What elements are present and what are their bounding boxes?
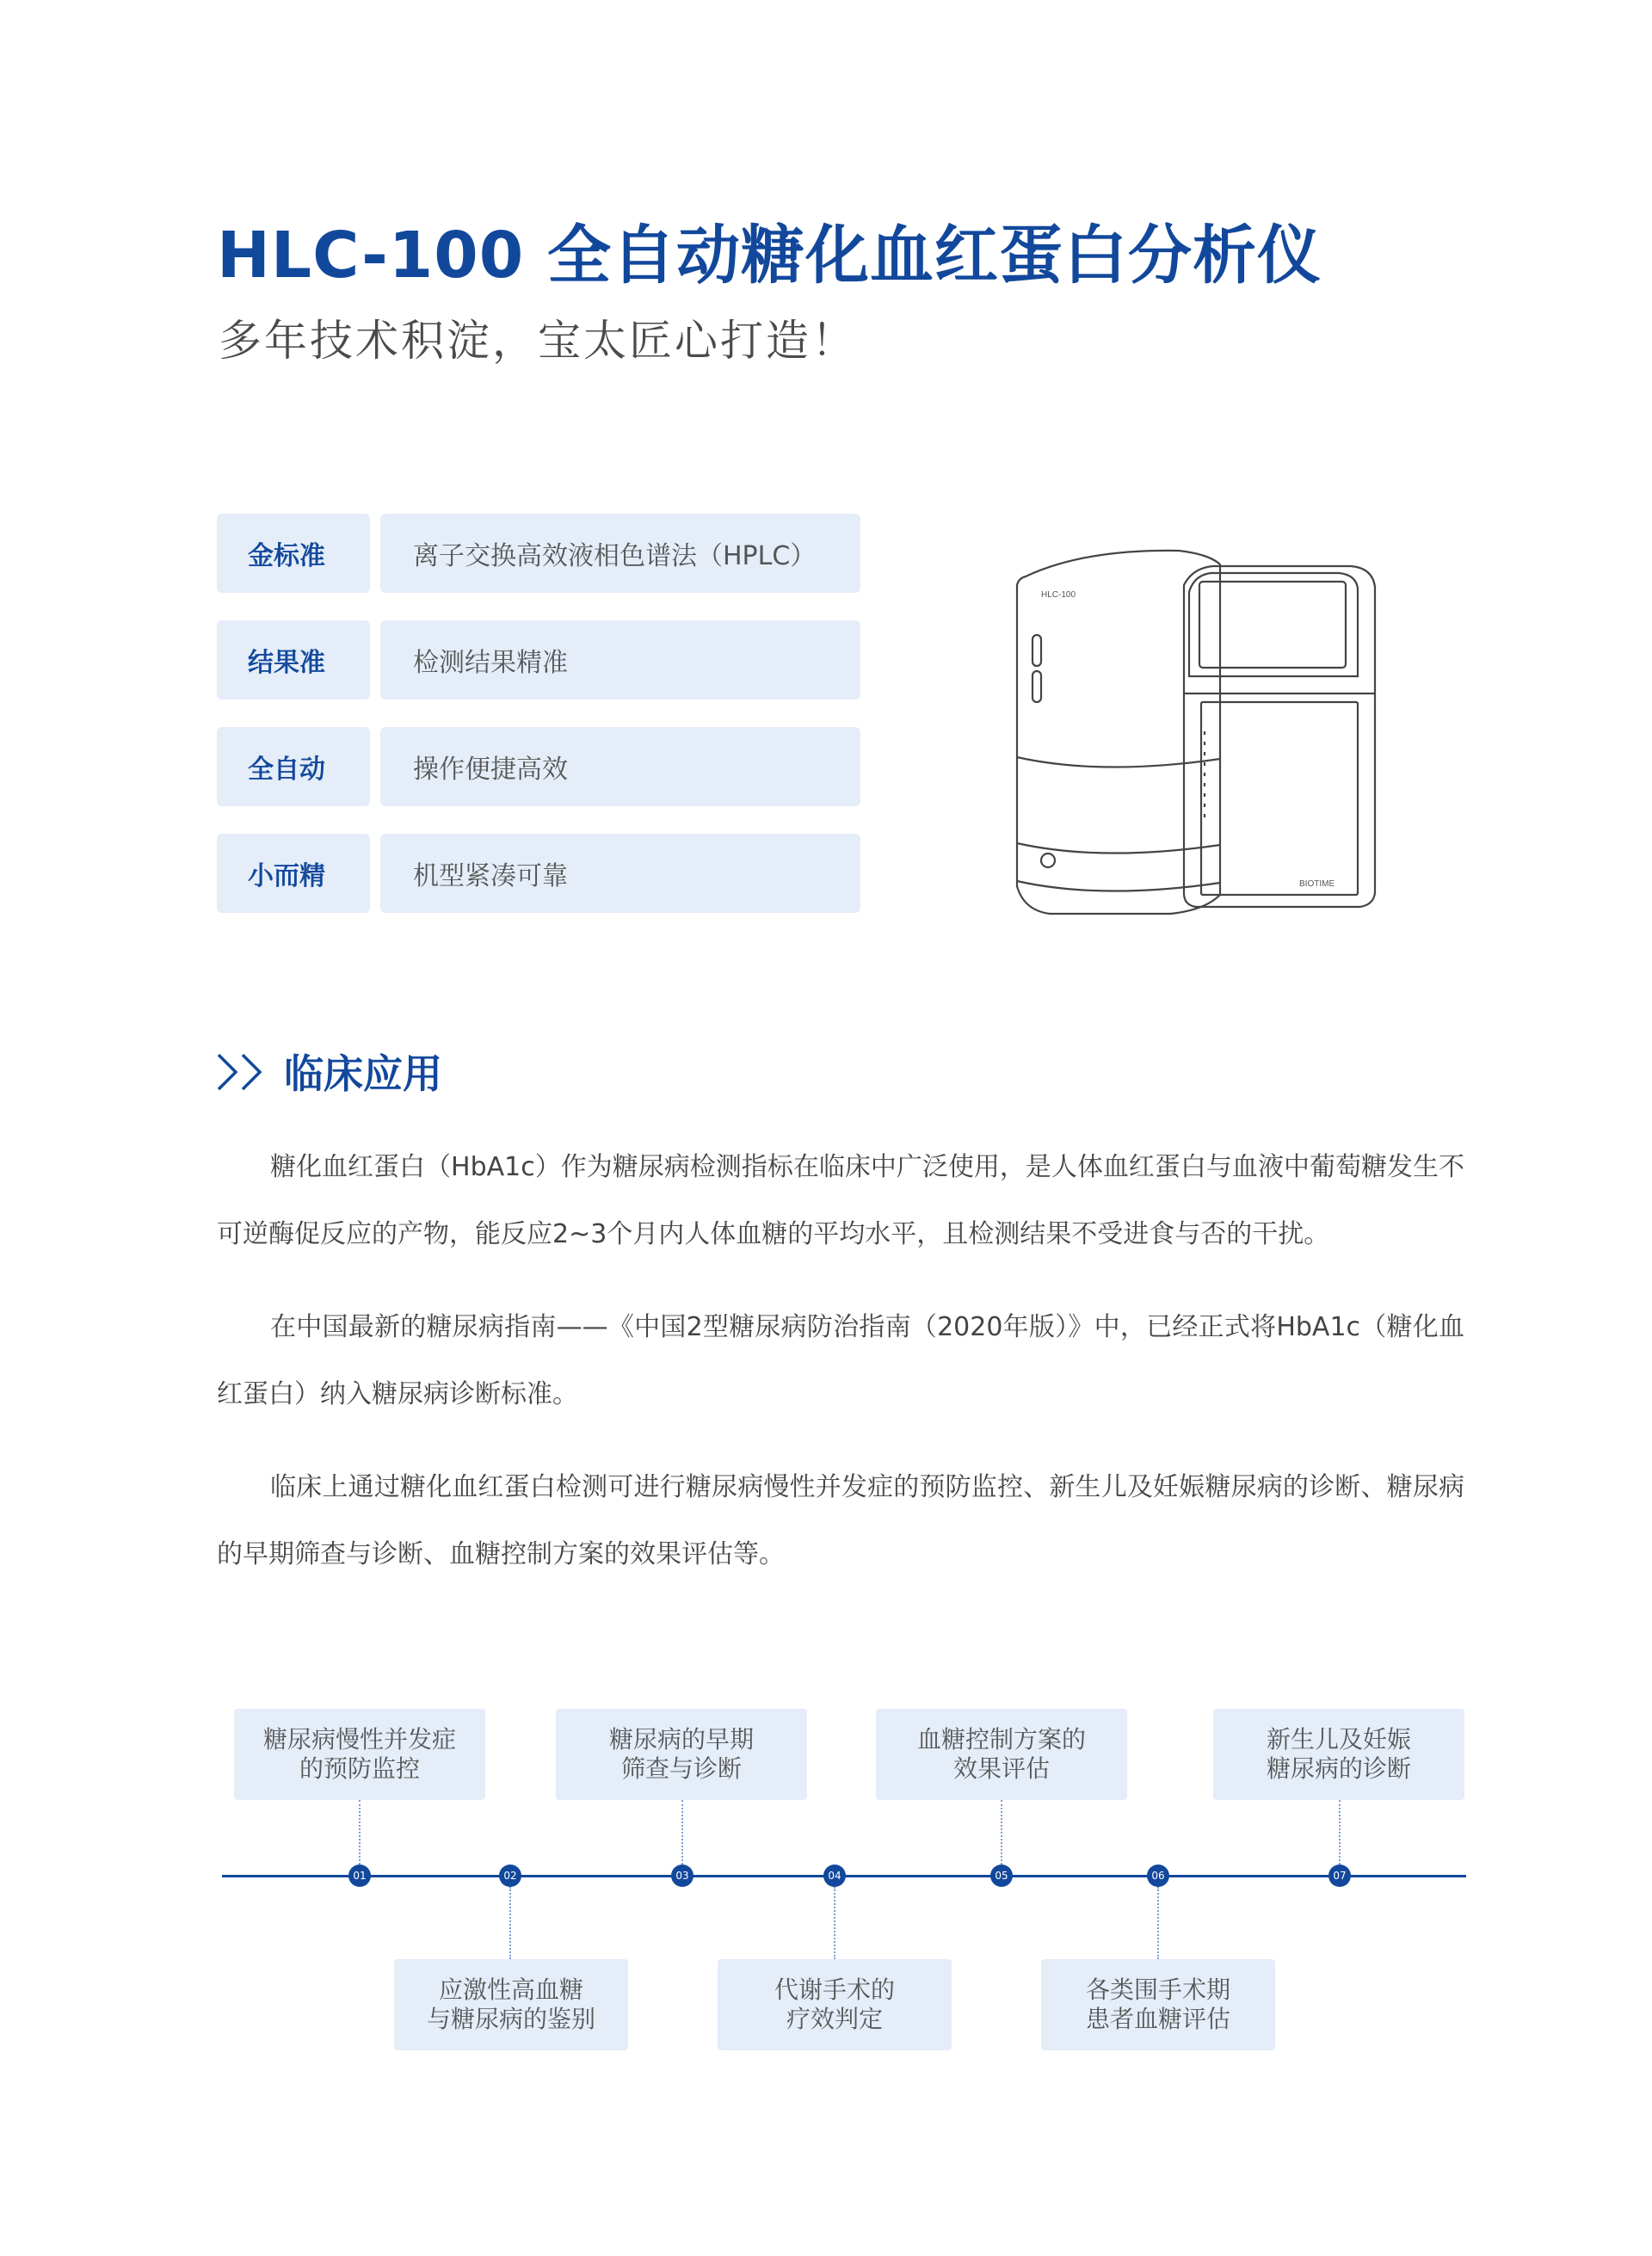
product-model-label: HLC-100 [1041,590,1076,600]
section-title-clinical-application: 临床应用 [284,1051,442,1097]
timeline-step-05-box: 血糖控制方案的 效果评估 [876,1709,1127,1800]
feature-label-gold-standard: 金标准 [217,514,370,593]
paragraph-guideline: 在中国最新的糖尿病指南——《中国2型糖尿病防治指南（2020年版）》中，已经正式将HbA1c（糖化血红蛋白）纳入糖尿病诊断标准。 [217,1312,1464,1409]
feature-value-accurate: 检测结果精准 [380,620,860,700]
paragraph-hba1c-definition: 糖化血红蛋白（HbA1c）作为糖尿病检测指标在临床中广泛使用，是人体血红蛋白与血液中葡萄糖发生不可逆酶促反应的产物，能反应2~3个月内人体血糖的平均水平，且检测结果不受进食与否的干扰。 [217,1152,1464,1249]
paragraph-clinical-uses: 临床上通过糖化血红蛋白检测可进行糖尿病慢性并发症的预防监控、新生儿及妊娠糖尿病的诊断、糖尿病的早期筛查与诊断、血糖控制方案的效果评估等。 [217,1472,1464,1569]
timeline-marker-04: 04 [823,1865,846,1887]
feature-value-gold-standard: 离子交换高效液相色谱法（HPLC） [380,514,860,593]
timeline-connector [509,1887,511,1959]
double-chevron-right-icon [215,1051,274,1093]
feature-label-compact: 小而精 [217,834,370,913]
timeline-marker-05: 05 [990,1865,1013,1887]
timeline-step-06-box: 各类围手术期 患者血糖评估 [1041,1959,1275,2050]
timeline-marker-06: 06 [1147,1865,1169,1887]
page-subtitle: 多年技术积淀，宝太匠心打造！ [219,316,857,366]
analyzer-illustration [998,533,1394,929]
feature-label-accurate: 结果准 [217,620,370,700]
feature-value-automatic: 操作便捷高效 [380,727,860,806]
feature-label-automatic: 全自动 [217,727,370,806]
timeline-step-03-box: 糖尿病的早期 筛查与诊断 [556,1709,807,1800]
timeline-step-02-box: 应激性高血糖 与糖尿病的鉴别 [394,1959,628,2050]
product-brand-label: BIOTIME [1299,879,1335,889]
timeline-marker-01: 01 [348,1865,371,1887]
timeline-connector [681,1800,683,1875]
timeline-marker-02: 02 [499,1865,521,1887]
timeline-step-04-box: 代谢手术的 疗效判定 [718,1959,952,2050]
timeline-marker-07: 07 [1328,1865,1351,1887]
timeline-connector [834,1887,835,1959]
timeline-connector [1339,1800,1341,1875]
timeline-connector [359,1800,361,1875]
timeline-connector [1157,1887,1159,1959]
timeline-connector [1001,1800,1002,1875]
feature-value-compact: 机型紧凑可靠 [380,834,860,913]
timeline-step-07-box: 新生儿及妊娠 糖尿病的诊断 [1213,1709,1464,1800]
timeline-marker-03: 03 [671,1865,693,1887]
timeline-step-01-box: 糖尿病慢性并发症 的预防监控 [234,1709,485,1800]
page-title: HLC-100 全自动糖化血红蛋白分析仪 [217,219,1322,293]
